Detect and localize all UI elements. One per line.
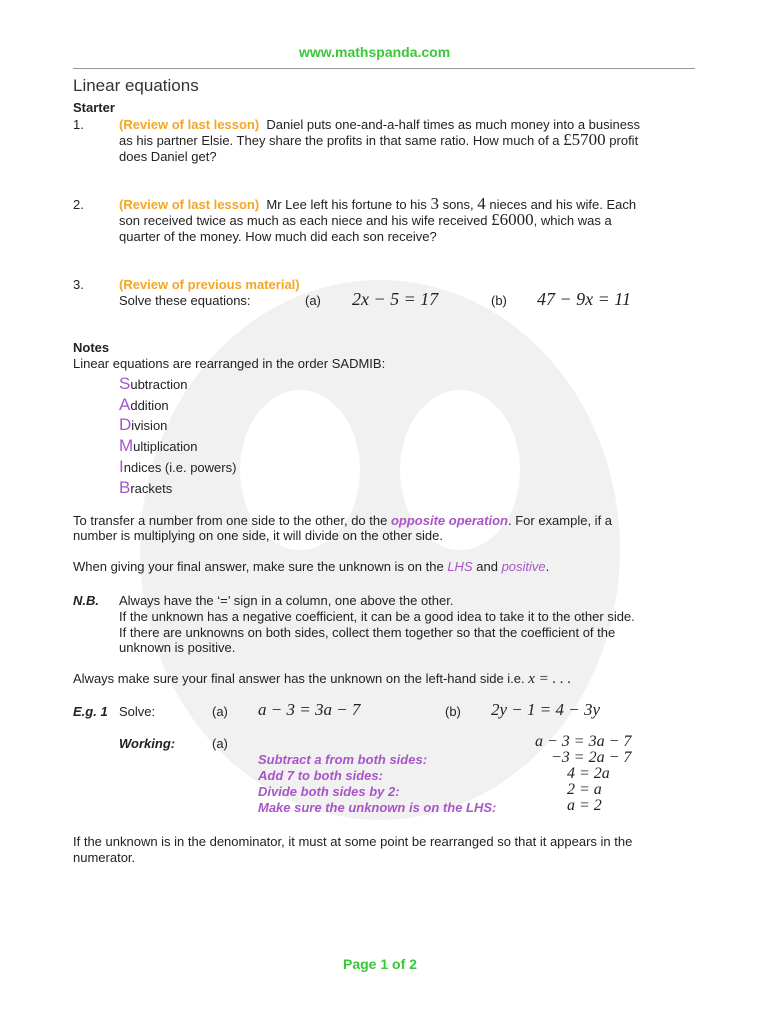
notes-heading: Notes — [73, 340, 110, 355]
step-3-equation: 2 = a — [567, 781, 602, 798]
site-link[interactable]: www.mathspanda.com — [299, 44, 451, 60]
q2-nieces-count: 4 — [477, 194, 486, 213]
q2-sons-count: 3 — [430, 194, 439, 213]
q2-text-a: Mr Lee left his fortune to his — [266, 197, 427, 212]
q2-text-c: nieces and his wife. Each — [489, 197, 637, 212]
q2-number: 2. — [73, 197, 84, 212]
sadmib-item-brackets: Brackets — [119, 478, 173, 497]
x-equals-math: x = . . . — [528, 671, 572, 687]
example-part-b-label: (b) — [445, 704, 461, 719]
working-label: Working: — [119, 736, 176, 751]
q3-instruction: Solve these equations: — [119, 293, 251, 308]
nb-line-4: unknown is positive. — [119, 640, 236, 655]
q3-review-tag: (Review of previous material) — [119, 277, 300, 292]
step-1-description: Subtract a from both sides: — [258, 752, 428, 767]
page-title: Linear equations — [73, 76, 199, 95]
example-equation-b: 2y − 1 = 4 − 3y — [491, 700, 601, 719]
sadmib-item-indices: Indices (i.e. powers) — [119, 457, 237, 476]
example-label: E.g. 1 — [73, 704, 108, 719]
q1-amount: £5700 — [563, 130, 606, 149]
header-rule — [73, 68, 695, 69]
step-2-equation: 4 = 2a — [567, 765, 610, 782]
denominator-line-2: numerator. — [73, 850, 136, 865]
step-4-equation: a = 2 — [567, 797, 602, 814]
nb-line-3: If there are unknowns on both sides, collect them together so that the coefficient of the — [119, 625, 616, 640]
q2-review-tag: (Review of last lesson) — [119, 197, 260, 212]
example-part-a-label: (a) — [212, 704, 228, 719]
q2-text-e: , which was a — [533, 213, 612, 228]
q3-part-b-label: (b) — [491, 293, 507, 308]
q1-review-tag: (Review of last lesson) — [119, 117, 260, 132]
example-solve: Solve: — [119, 704, 156, 719]
denominator-line-1: If the unknown is in the denominator, it must at some point be rearranged so that it appears in the — [73, 834, 633, 849]
q1-text-b: as his partner Elsie. They share the profits in that same ratio. How much of a — [119, 133, 560, 148]
sadmib-item-subtraction: Subtraction — [119, 374, 188, 393]
q1-number: 1. — [73, 117, 84, 132]
step-1-equation: −3 = 2a − 7 — [551, 749, 632, 766]
lhs-highlight: LHS — [447, 559, 473, 574]
sadmib-item-division: Division — [119, 415, 168, 434]
always-note: Always make sure your final answer has the unknown on the left-hand side i.e. x = . . . — [73, 671, 572, 687]
notes-intro: Linear equations are rearranged in the order SADMIB: — [73, 356, 386, 371]
step-0-equation: a − 3 = 3a − 7 — [535, 733, 632, 750]
q1-text-c: profit — [609, 133, 639, 148]
nb-line-2: If the unknown has a negative coefficient, it can be a good idea to take it to the other side. — [119, 609, 635, 624]
q2-amount: £6000 — [491, 210, 534, 229]
final-answer-note: When giving your final answer, make sure the unknown is on the LHS and positive. — [73, 559, 550, 574]
q3-part-a-label: (a) — [305, 293, 321, 308]
transfer-line-1: To transfer a number from one side to the other, do the opposite operation. For example, if a — [73, 513, 613, 528]
example-equation-a: a − 3 = 3a − 7 — [258, 700, 361, 719]
q3-equation-a: 2x − 5 = 17 — [352, 289, 439, 309]
q1-text-a: Daniel puts one-and-a-half times as much money into a business — [266, 117, 640, 132]
q1-text-d: does Daniel get? — [119, 149, 217, 164]
working-part-label: (a) — [212, 736, 228, 751]
step-3-description: Divide both sides by 2: — [258, 784, 400, 799]
transfer-line-2: number is multiplying on one side, it will divide on the other side. — [73, 528, 443, 543]
nb-line-1: Always have the ‘=’ sign in a column, one above the other. — [119, 593, 454, 608]
q3-number: 3. — [73, 277, 84, 292]
q3-equation-b: 47 − 9x = 11 — [537, 289, 631, 309]
q2-text-d: son received twice as much as each niece and his wife received — [119, 213, 488, 228]
opposite-operation-highlight: opposite operation — [390, 513, 508, 528]
sadmib-item-multiplication: Multiplication — [119, 436, 198, 455]
q2-text-f: quarter of the money. How much did each son receive? — [119, 229, 437, 244]
step-4-description: Make sure the unknown is on the LHS: — [258, 800, 497, 815]
q2-text-b: sons, — [442, 197, 474, 212]
page-number: Page 1 of 2 — [343, 956, 417, 972]
step-2-description: Add 7 to both sides: — [258, 768, 383, 783]
sadmib-item-addition: Addition — [119, 395, 169, 414]
positive-highlight: positive — [501, 559, 546, 574]
starter-heading: Starter — [73, 100, 115, 115]
nb-label: N.B. — [73, 593, 99, 608]
